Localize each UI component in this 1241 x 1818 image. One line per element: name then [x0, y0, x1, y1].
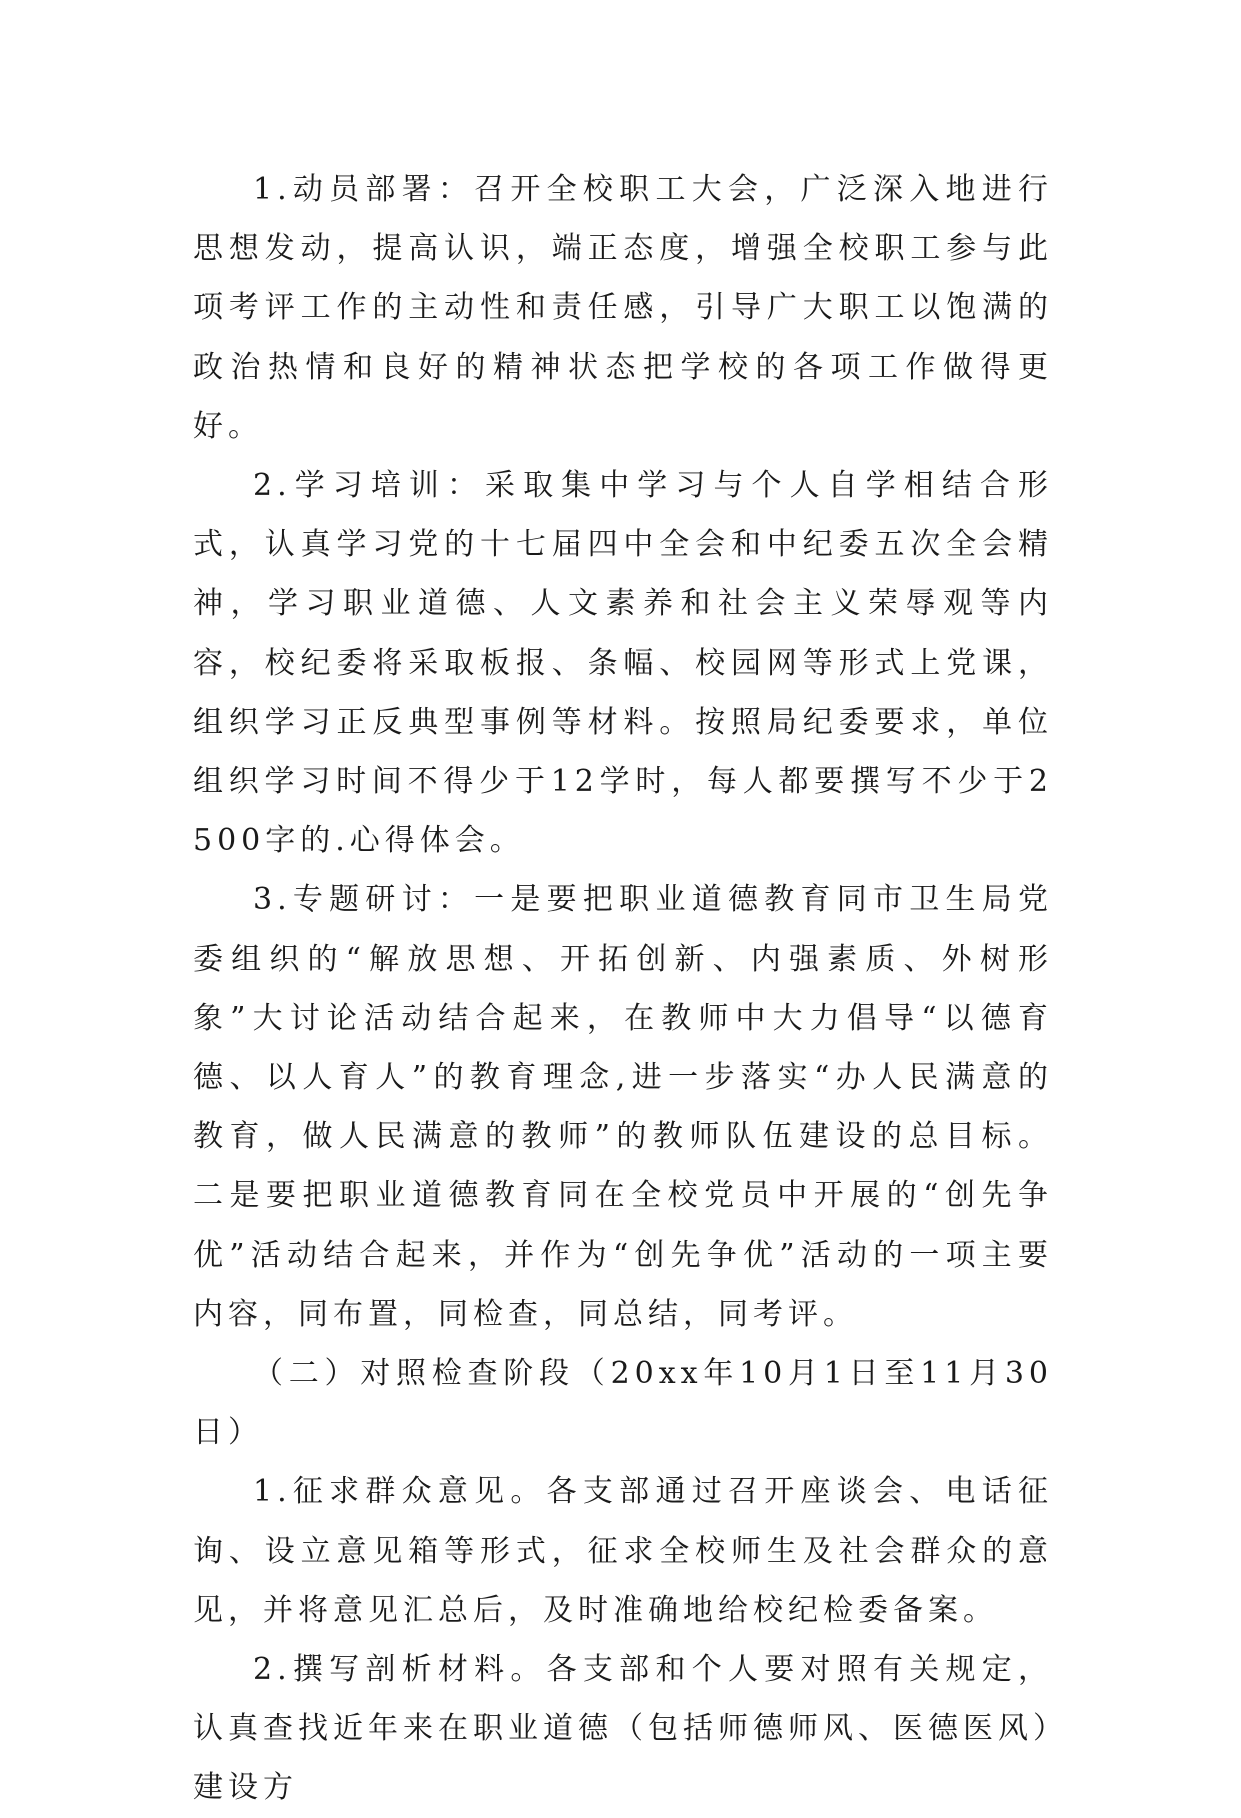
paragraph-collect-opinions: 1.征求群众意见。各支部通过召开座谈会、电话征询、设立意见箱等形式，征求全校师生及社会群众的意见，并将意见汇总后，及时准确地给校纪检委备案。 — [193, 1474, 1053, 1628]
paragraph-write-analysis: 2.撰写剖析材料。各支部和个人要对照有关规定，认真查找近年来在职业道德（包括师德师风、医德医风）建设方 — [193, 1652, 1053, 1806]
document-body — [193, 160, 1053, 1818]
paragraph-mobilization: 1.动员部署：召开全校职工大会，广泛深入地进行思想发动，提高认识，端正态度，增强全校职工参与此项考评工作的主动性和责任感，引导广大职工以饱满的政治热情和良好的精神状态把学校的各项工作做得更好。 — [193, 172, 1053, 444]
paragraph-study-training: 2.学习培训：采取集中学习与个人自学相结合形式，认真学习党的十七届四中全会和中纪委五次全会精神，学习职业道德、人文素养和社会主义荣辱观等内容，校纪委将采取板报、条幅、校园网等形式上党课，组织学习正反典型事例等材料。按照局纪委要求，单位组织学习时间不得少于12学时，每人都要撰写不少于2500字的.心得体会。 — [193, 468, 1053, 859]
section-heading-inspection-stage: （二）对照检查阶段（20xx年10月1日至11月30日） — [193, 1356, 1053, 1451]
paragraph-topic-discussion: 3.专题研讨：一是要把职业道德教育同市卫生局党委组织的“解放思想、开拓创新、内强素质、外树形象”大讨论活动结合起来，在教师中大力倡导“以德育德、以人育人”的教育理念,进一步落实“办人民满意的教育，做人民满意的教师”的教师队伍建设的总目标。二是要把职业道德教育同在全校党员中开展的“创先争优”活动结合起来，并作为“创先争优”活动的一项主要内容，同布置，同检查，同总结，同考评。 — [193, 882, 1053, 1332]
